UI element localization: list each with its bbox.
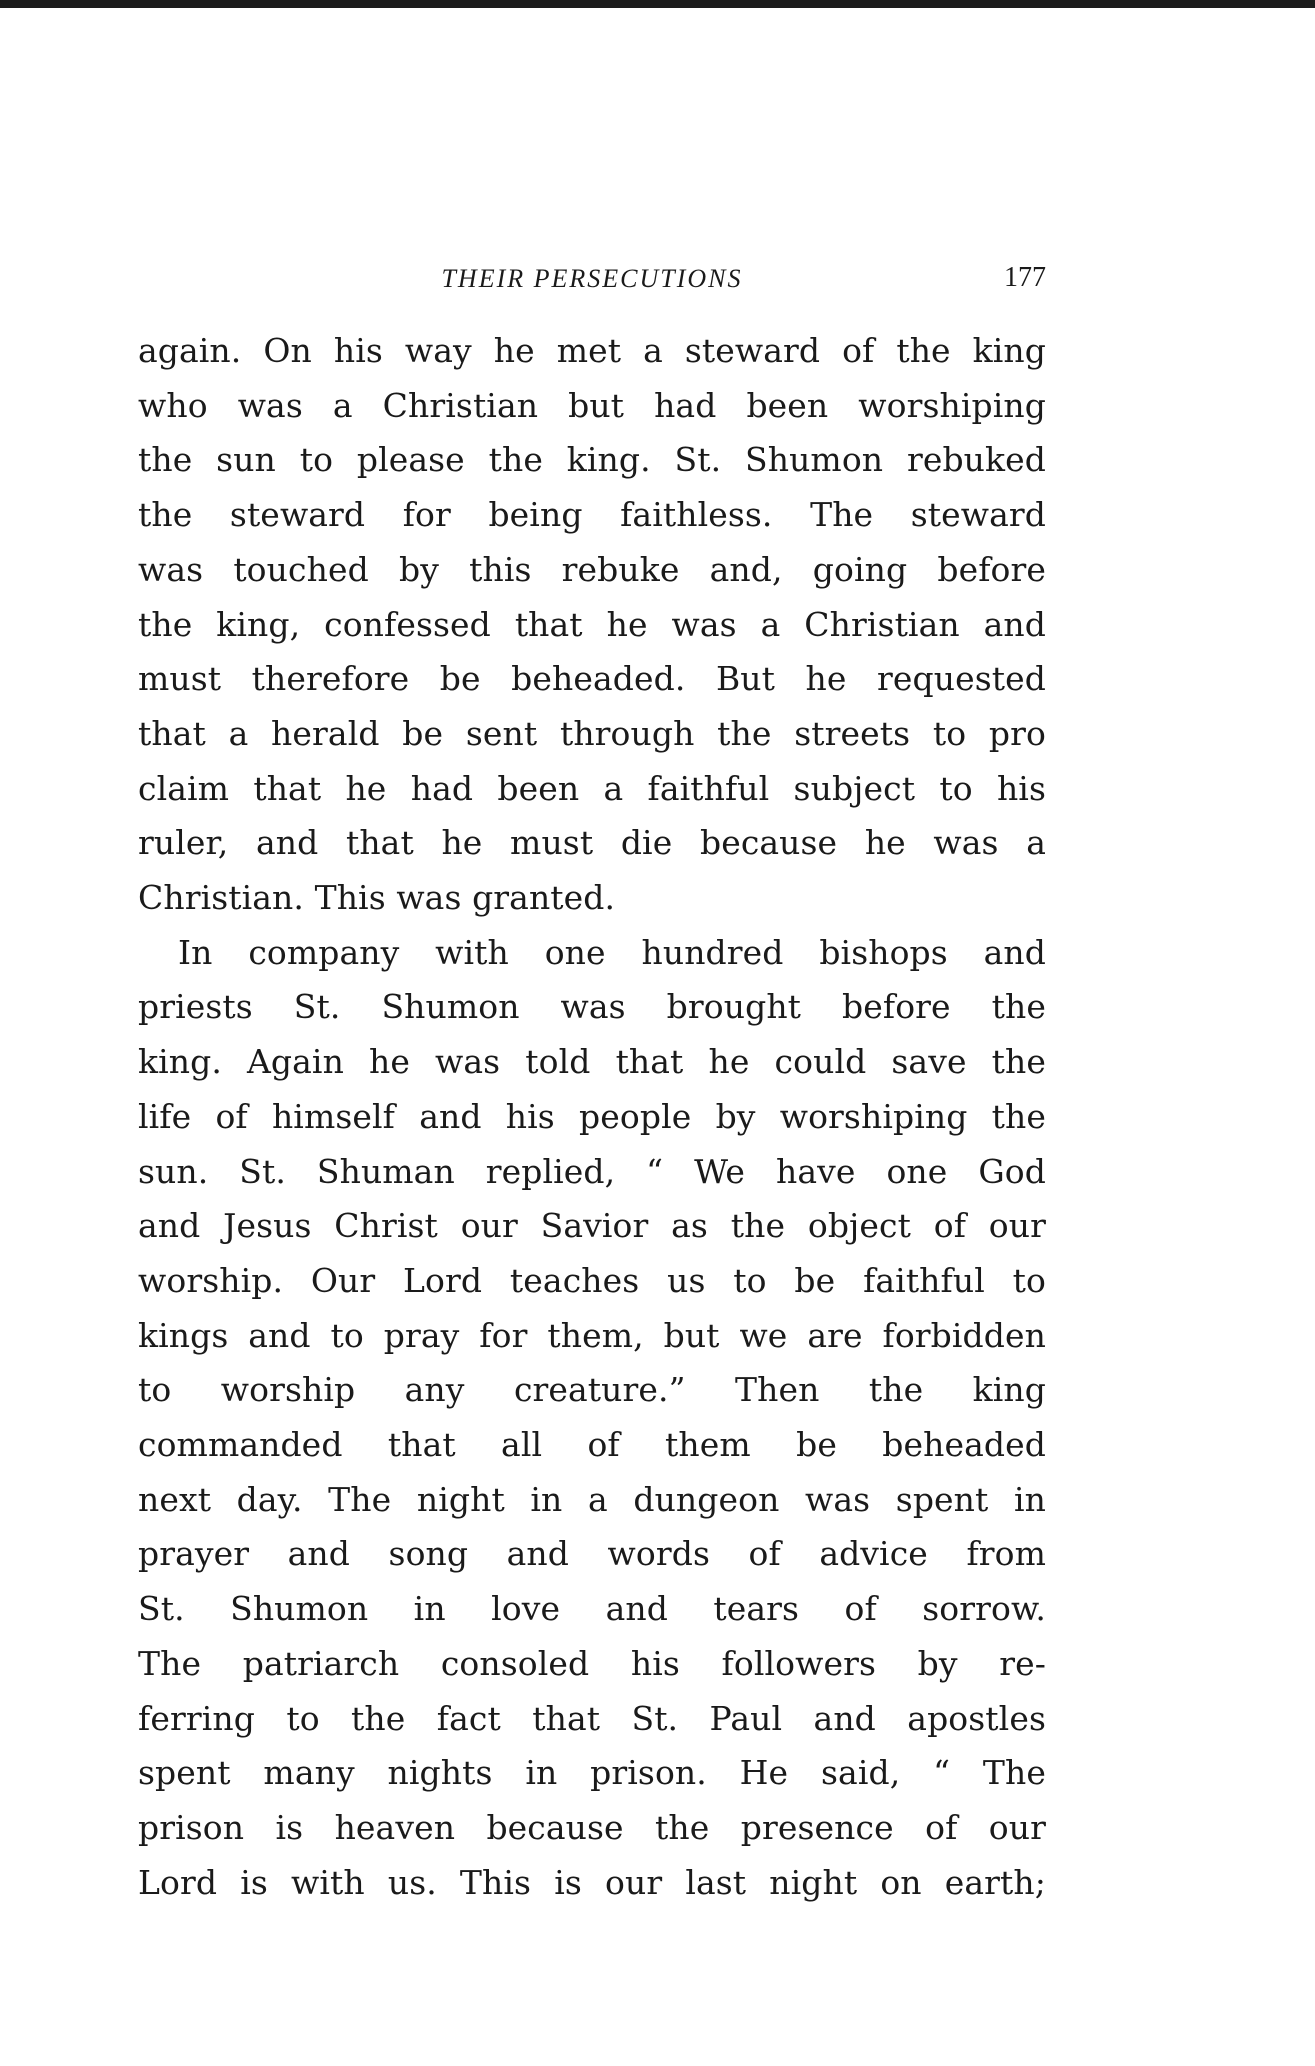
text-line: again. On his way he met a steward of the king — [138, 331, 1046, 370]
page-number: 177 — [1004, 262, 1046, 293]
text-line: spent many nights in prison. He said, “ The — [138, 1753, 1046, 1793]
text-line: claim that he had been a faithful subject to his — [138, 768, 1046, 808]
text-line: next day. The night in a dungeon was spent in — [138, 1479, 1046, 1519]
text-line: ruler, and that he must die because he was a — [138, 823, 1046, 863]
text-line: In company with one hundred bishops and — [178, 932, 1046, 972]
text-line: ferring to the fact that St. Paul and apostles — [138, 1698, 1046, 1738]
paragraph-2 — [138, 926, 1046, 1911]
text-line: priests St. Shumon was brought before the — [138, 987, 1046, 1027]
text-line: was touched by this rebuke and, going before — [138, 549, 1046, 589]
text-line: and Jesus Christ our Savior as the object of our — [138, 1206, 1046, 1246]
text-line: commanded that all of them be beheaded — [138, 1425, 1046, 1465]
text-line: The patriarch consoled his followers by re- — [138, 1643, 1046, 1683]
text-line: sun. St. Shuman replied, “ We have one God — [138, 1151, 1046, 1191]
text-line: must therefore be beheaded. But he requested — [138, 659, 1046, 699]
text-line: life of himself and his people by worshiping the — [138, 1096, 1046, 1136]
text-line: the steward for being faithless. The steward — [138, 495, 1046, 535]
text-line: Lord is with us. This is our last night on earth; — [138, 1862, 1046, 1902]
running-header — [138, 262, 1046, 302]
text-line: prison is heaven because the presence of our — [138, 1807, 1046, 1847]
text-line: prayer and song and words of advice from — [138, 1534, 1046, 1574]
body-text — [138, 324, 1046, 1910]
text-line: the king, confessed that he was a Christian and — [138, 604, 1046, 644]
book-page — [138, 262, 1046, 1910]
text-line: St. Shumon in love and tears of sorrow. — [138, 1589, 1046, 1629]
running-title: THEIR PERSECUTIONS — [441, 264, 743, 293]
text-line: worship. Our Lord teaches us to be faithful to — [138, 1260, 1046, 1300]
paragraph-1 — [138, 324, 1046, 926]
text-line: king. Again he was told that he could save the — [138, 1042, 1046, 1082]
text-line: that a herald be sent through the streets to pro — [138, 713, 1046, 753]
text-line: who was a Christian but had been worshiping — [138, 385, 1046, 425]
text-line: kings and to pray for them, but we are forbidden — [138, 1315, 1046, 1355]
text-line: Christian. This was granted. — [138, 878, 616, 918]
top-edge-rule — [0, 0, 1315, 8]
text-line: to worship any creature.” Then the king — [138, 1370, 1046, 1410]
text-line: the sun to please the king. St. Shumon rebuked — [138, 440, 1046, 480]
